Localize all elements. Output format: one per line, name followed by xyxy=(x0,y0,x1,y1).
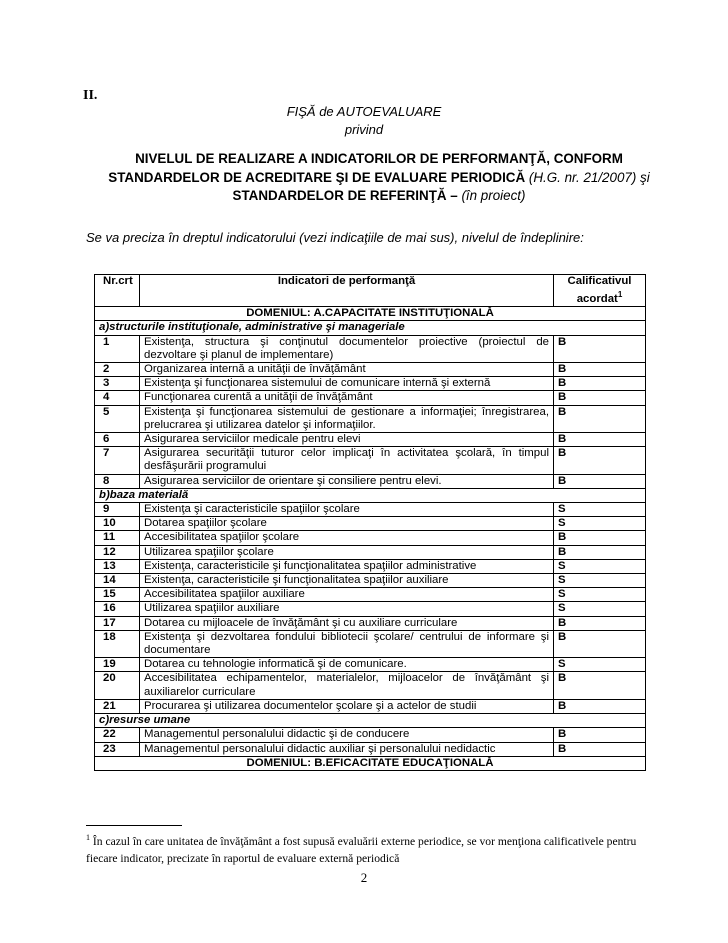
indicator-nr: 13 xyxy=(95,559,140,573)
indicator-grade: B xyxy=(554,699,646,713)
table-row xyxy=(95,602,646,616)
indicator-nr: 8 xyxy=(95,474,140,488)
indicator-nr: 15 xyxy=(95,588,140,602)
domain-a-row-cell: DOMENIUL: A.CAPACITATE INSTITUŢIONALĂ xyxy=(95,307,646,321)
indicator-text: Asigurarea serviciilor de orientare şi consiliere pentru elevi. xyxy=(140,474,554,488)
table-row xyxy=(95,474,646,488)
heading-line-3-bold: STANDARDELOR DE REFERINŢĂ – xyxy=(232,188,458,203)
heading-line-2 xyxy=(84,169,674,188)
indicator-nr: 21 xyxy=(95,699,140,713)
indicator-grade: B xyxy=(554,531,646,545)
header-calificativ-text: Calificativul acordat xyxy=(567,275,632,305)
table-row xyxy=(95,742,646,756)
indicator-nr: 7 xyxy=(95,447,140,474)
indicator-nr: 17 xyxy=(95,616,140,630)
indicator-nr: 22 xyxy=(95,728,140,742)
indicator-text: Dotarea cu tehnologie informatică şi de comunicare. xyxy=(140,658,554,672)
table-row xyxy=(95,335,646,362)
indicator-nr: 9 xyxy=(95,503,140,517)
table-row xyxy=(95,574,646,588)
domain-b-row xyxy=(95,756,646,770)
indicator-grade: S xyxy=(554,588,646,602)
table-row xyxy=(95,672,646,699)
indicator-nr: 20 xyxy=(95,672,140,699)
table-row xyxy=(95,377,646,391)
indicator-text: Managementul personalului didactic şi de conducere xyxy=(140,728,554,742)
indicator-grade: B xyxy=(554,391,646,405)
indicator-nr: 16 xyxy=(95,602,140,616)
section-b-row-cell: b)baza materială xyxy=(95,488,646,502)
heading-line-2-italic: (H.G. nr. 21/2007) şi xyxy=(528,169,650,185)
indicator-grade: B xyxy=(554,630,646,657)
indicator-nr: 23 xyxy=(95,742,140,756)
form-title-block xyxy=(0,103,728,139)
indicator-grade: B xyxy=(554,433,646,447)
indicator-text: Accesibilitatea echipamentelor, materialelor, mijloacelor de învăţământ şi auxiliarelor curriculare xyxy=(140,672,554,699)
heading-line-3 xyxy=(84,187,674,206)
indicator-text: Asigurarea serviciilor medicale pentru elevi xyxy=(140,433,554,447)
footnote-separator xyxy=(86,825,182,826)
table-row xyxy=(95,433,646,447)
indicator-nr: 1 xyxy=(95,335,140,362)
indicator-nr: 4 xyxy=(95,391,140,405)
header-indicator: Indicatori de performanţă xyxy=(140,275,554,307)
indicator-grade: B xyxy=(554,742,646,756)
indicator-nr: 10 xyxy=(95,517,140,531)
instruction-text: Se va preciza în dreptul indicatorului (vezi indicaţiile de mai sus), nivelul de îndeplinire: xyxy=(86,230,584,245)
indicator-grade: B xyxy=(554,363,646,377)
table-row xyxy=(95,658,646,672)
indicator-text: Funcţionarea curentă a unităţii de învăţământ xyxy=(140,391,554,405)
table-row xyxy=(95,728,646,742)
indicator-nr: 14 xyxy=(95,574,140,588)
form-subtitle: privind xyxy=(344,122,384,137)
indicator-grade: S xyxy=(554,559,646,573)
indicator-grade: B xyxy=(554,377,646,391)
section-mark: II. xyxy=(83,88,98,103)
heading-line-1: NIVELUL DE REALIZARE A INDICATORILOR DE PERFORMANŢĂ, CONFORM xyxy=(135,151,623,166)
footnote xyxy=(86,829,646,867)
table-row xyxy=(95,630,646,657)
header-calificativ xyxy=(554,275,646,307)
table-row xyxy=(95,503,646,517)
header-nr: Nr.crt xyxy=(95,275,140,307)
table-row xyxy=(95,699,646,713)
domain-a-row xyxy=(95,307,646,321)
table-row xyxy=(95,531,646,545)
table-row xyxy=(95,616,646,630)
table-row xyxy=(95,447,646,474)
indicator-nr: 6 xyxy=(95,433,140,447)
indicator-grade: B xyxy=(554,447,646,474)
indicator-text: Existenţa şi dezvoltarea fondului bibliotecii şcolare/ centrului de informare şi documentare xyxy=(140,630,554,657)
indicator-text: Existenţa şi caracteristicile spaţiilor şcolare xyxy=(140,503,554,517)
indicator-text: Managementul personalului didactic auxiliar şi personalului nedidactic xyxy=(140,742,554,756)
table-row xyxy=(95,391,646,405)
indicator-grade: B xyxy=(554,728,646,742)
indicator-text: Asigurarea securităţii tuturor celor implicaţi în activitatea şcolară, în timpul desfăşurării programului xyxy=(140,447,554,474)
table-row xyxy=(95,559,646,573)
indicator-grade: S xyxy=(554,574,646,588)
indicators-table-body xyxy=(95,275,646,771)
table-row xyxy=(95,405,646,432)
indicator-text: Utilizarea spaţiilor auxiliare xyxy=(140,602,554,616)
indicator-nr: 19 xyxy=(95,658,140,672)
indicator-grade: B xyxy=(554,545,646,559)
indicator-text: Existenţa, caracteristicile şi funcţionalitatea spaţiilor auxiliare xyxy=(140,574,554,588)
indicator-text: Dotarea spaţiilor şcolare xyxy=(140,517,554,531)
indicator-grade: B xyxy=(554,405,646,432)
indicator-nr: 2 xyxy=(95,363,140,377)
indicator-grade: S xyxy=(554,602,646,616)
table-row xyxy=(95,545,646,559)
indicator-grade: S xyxy=(554,517,646,531)
indicator-nr: 11 xyxy=(95,531,140,545)
indicator-grade: S xyxy=(554,658,646,672)
indicator-grade: B xyxy=(554,616,646,630)
page-number: 2 xyxy=(360,870,368,885)
indicator-text: Utilizarea spaţiilor şcolare xyxy=(140,545,554,559)
indicator-grade: B xyxy=(554,672,646,699)
indicator-grade: B xyxy=(554,474,646,488)
indicator-text: Existenţa, structura şi conţinutul documentelor proiective (proiectul de dezvoltare şi planul de implementare) xyxy=(140,335,554,362)
section-c-row-cell: c)resurse umane xyxy=(95,714,646,728)
indicator-text: Organizarea internă a unităţii de învăţământ xyxy=(140,363,554,377)
footnote-mark: 1 xyxy=(86,833,90,842)
footnote-ref: 1 xyxy=(617,290,623,300)
indicator-nr: 18 xyxy=(95,630,140,657)
indicator-nr: 12 xyxy=(95,545,140,559)
domain-b-row-cell: DOMENIUL: B.EFICACITATE EDUCAŢIONALĂ xyxy=(95,756,646,770)
indicator-nr: 3 xyxy=(95,377,140,391)
section-a-row-cell: a)structurile instituţionale, administrative şi manageriale xyxy=(95,321,646,335)
section-c-row xyxy=(95,714,646,728)
section-b-row xyxy=(95,488,646,502)
indicators-table xyxy=(94,274,646,771)
table-row xyxy=(95,363,646,377)
heading-line-2-bold: STANDARDELOR DE ACREDITARE ŞI DE EVALUARE PERIODICĂ xyxy=(108,169,526,185)
indicator-nr: 5 xyxy=(95,405,140,432)
table-row xyxy=(95,517,646,531)
indicator-text: Accesibilitatea spaţiilor şcolare xyxy=(140,531,554,545)
document-heading xyxy=(84,150,674,206)
footnote-text: În cazul în care unitatea de învăţământ a fost supusă evaluării externe periodice, se vor menţiona calificativele pentru fiecare indicator, precizate în raportul de evaluare externă periodică xyxy=(86,834,637,865)
section-a-row xyxy=(95,321,646,335)
indicator-grade: B xyxy=(554,335,646,362)
indicator-text: Procurarea şi utilizarea documentelor şcolare şi a actelor de studii xyxy=(140,699,554,713)
form-title: FIŞĂ de AUTOEVALUARE xyxy=(286,104,442,119)
indicator-text: Accesibilitatea spaţiilor auxiliare xyxy=(140,588,554,602)
indicator-text: Dotarea cu mijloacele de învăţământ şi cu auxiliare curriculare xyxy=(140,616,554,630)
heading-line-3-italic: (în proiect) xyxy=(461,188,526,203)
indicator-grade: S xyxy=(554,503,646,517)
indicator-text: Existenţa, caracteristicile şi funcţionalitatea spaţiilor administrative xyxy=(140,559,554,573)
indicator-text: Existenţa şi funcţionarea sistemului de comunicare internă şi externă xyxy=(140,377,554,391)
table-header-row xyxy=(95,275,646,307)
indicator-text: Existenţa şi funcţionarea sistemului de gestionare a informaţiei; înregistrarea, prelucrarea şi utilizarea datelor şi informaţiilor. xyxy=(140,405,554,432)
table-row xyxy=(95,588,646,602)
